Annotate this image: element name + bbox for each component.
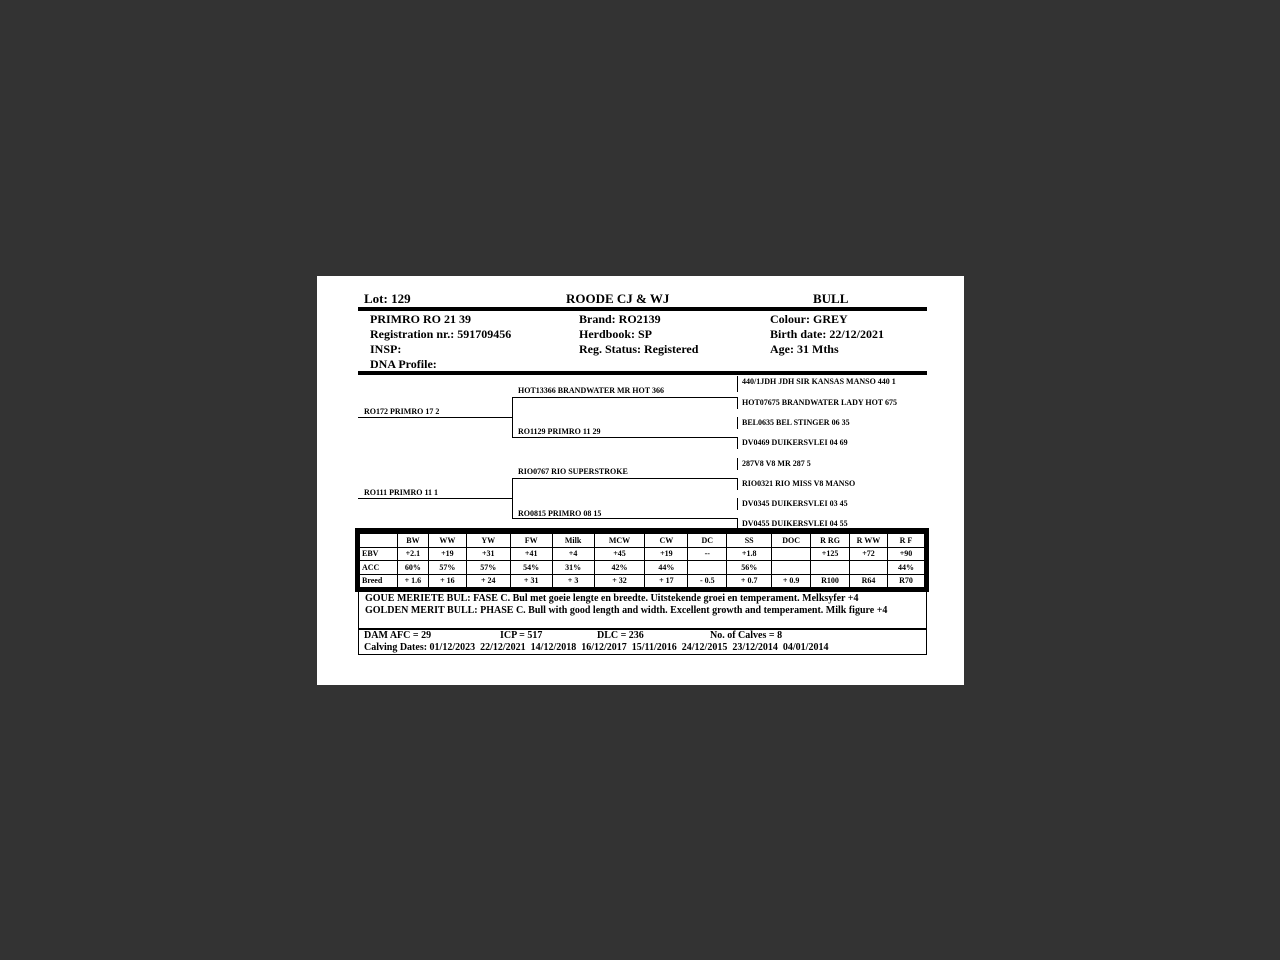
dam-info-box [358,629,927,655]
herdbook: Herdbook: SP [579,327,653,341]
column-header: BW [397,534,428,548]
great-grandparent: 287V8 V8 MR 287 5 [742,459,811,468]
calving-dates: Calving Dates: 01/12/2023 22/12/2021 14/12/2018 16/12/2017 15/11/2016 24/12/2015 23/12/2014 04/01/2014 [364,642,829,653]
ebv-cell: + 0.7 [727,574,772,588]
great-grandparent: DV0345 DUIKERSVLEI 03 45 [742,499,848,508]
ebv-cell: + 32 [594,574,645,588]
column-header: DC [688,534,727,548]
ebv-cell: +31 [466,547,510,561]
row-label: EBV [360,547,398,561]
sire-sire: HOT13366 BRANDWATER MR HOT 366 [518,386,664,395]
ebv-cell: 54% [510,561,552,575]
ebv-cell [811,561,850,575]
great-grandparent: DV0455 DUIKERSVLEI 04 55 [742,519,848,528]
registration-number: Registration nr.: 591709456 [370,327,512,341]
comment-box [358,592,927,629]
ebv-row [360,547,925,561]
ebv-cell [850,561,888,575]
divider [358,371,927,375]
animal-name: PRIMRO RO 21 39 [370,312,471,326]
column-header: Milk [552,534,594,548]
ebv-cell: + 3 [552,574,594,588]
dam-afc: DAM AFC = 29 [364,630,432,641]
sire: RO172 PRIMRO 17 2 [364,407,440,416]
dam-sire: RIO0767 RIO SUPERSTROKE [518,467,628,476]
lot-card [317,276,964,685]
ebv-cell: + 17 [645,574,688,588]
ebv-cell: 56% [727,561,772,575]
icp: ICP = 517 [500,630,543,641]
ebv-cell: R70 [887,574,924,588]
ebv-cell: 60% [397,561,428,575]
ebv-cell [772,547,811,561]
great-grandparent: 440/1JDH JDH SIR KANSAS MANSO 440 1 [742,377,896,386]
ebv-cell: + 24 [466,574,510,588]
ebv-cell: + 16 [428,574,466,588]
brand: Brand: RO2139 [579,312,661,326]
insp: INSP: [370,342,402,356]
ebv-cell: -- [688,547,727,561]
column-header: DOC [772,534,811,548]
comment-afrikaans: GOUE MERIETE BUL: FASE C. Bul met goeie lengte en breedte. Uitstekende groei en temperament. Melksyfer +4 [365,593,859,604]
column-header: R RG [811,534,850,548]
ebv-cell [772,561,811,575]
ebv-cell: +90 [887,547,924,561]
column-header: YW [466,534,510,548]
breeder-name: ROODE CJ & WJ [566,291,670,306]
ebv-header-row [360,534,925,548]
comment-english: GOLDEN MERIT BULL: PHASE C. Bull with good length and width. Excellent growth and temperament. Milk figure +4 [365,605,888,616]
ebv-cell: + 31 [510,574,552,588]
ebv-cell: 57% [466,561,510,575]
age: Age: 31 Mths [770,342,839,356]
great-grandparent: HOT07675 BRANDWATER LADY HOT 675 [742,398,897,407]
ebv-cell: +4 [552,547,594,561]
reg-status: Reg. Status: Registered [579,342,699,356]
ebv-row [360,574,925,588]
ebv-cell: + 1.6 [397,574,428,588]
brand-column [579,312,698,357]
ebv-cell: +45 [594,547,645,561]
ebv-cell: +1.8 [727,547,772,561]
row-label: ACC [360,561,398,575]
column-header: CW [645,534,688,548]
ebv-cell: 44% [645,561,688,575]
ebv-cell: 42% [594,561,645,575]
ebv-cell: 31% [552,561,594,575]
ebv-cell: +19 [645,547,688,561]
column-header: R WW [850,534,888,548]
ebv-cell: R64 [850,574,888,588]
sire-dam: RO1129 PRIMRO 11 29 [518,427,601,436]
column-header: WW [428,534,466,548]
animal-sex: BULL [813,291,849,306]
row-label: Breed [360,574,398,588]
ebv-cell: +125 [811,547,850,561]
dlc: DLC = 236 [597,630,644,641]
ebv-cell: +41 [510,547,552,561]
ebv-cell: + 0.9 [772,574,811,588]
ebv-cell: - 0.5 [688,574,727,588]
column-header: FW [510,534,552,548]
dam: RO111 PRIMRO 11 1 [364,488,439,497]
great-grandparent: DV0469 DUIKERSVLEI 04 69 [742,438,848,447]
ebv-cell: R100 [811,574,850,588]
ebv-cell: +19 [428,547,466,561]
divider [358,307,927,311]
ebv-cell: +72 [850,547,888,561]
colour: Colour: GREY [770,312,848,326]
column-header: SS [727,534,772,548]
ebv-cell [688,561,727,575]
ebv-row [360,561,925,575]
column-header: MCW [594,534,645,548]
ebv-cell: 44% [887,561,924,575]
empty-cell [360,534,398,548]
birth-date: Birth date: 22/12/2021 [770,327,884,341]
animal-id-column [370,312,511,372]
great-grandparent: BEL0635 BEL STINGER 06 35 [742,418,850,427]
ebv-cell: +2.1 [397,547,428,561]
great-grandparent: RIO0321 RIO MISS V8 MANSO [742,479,856,488]
dna-profile: DNA Profile: [370,357,437,371]
colour-column [770,312,884,357]
lot-number: Lot: 129 [364,291,411,306]
dam-dam: RO0815 PRIMRO 08 15 [518,509,602,518]
column-header: R F [887,534,924,548]
ebv-table [355,528,929,592]
ebv-cell: 57% [428,561,466,575]
calves-count: No. of Calves = 8 [710,630,783,641]
